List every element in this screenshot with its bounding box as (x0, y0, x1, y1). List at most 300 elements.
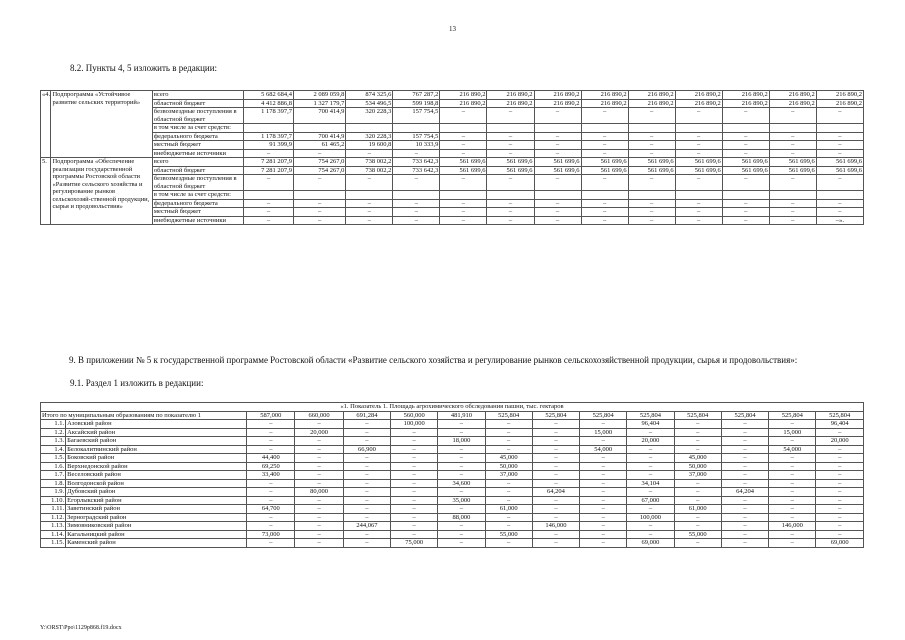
area-value: – (485, 513, 532, 522)
area-value: – (295, 454, 343, 463)
row-number: 1.8. (41, 479, 66, 488)
area-value: – (816, 428, 864, 437)
area-value: 75,000 (391, 539, 438, 548)
area-value: – (674, 428, 721, 437)
amount-cell: – (628, 149, 675, 158)
amount-cell: 4 412 886,8 (243, 99, 293, 108)
program-number: 5. (41, 158, 51, 225)
district-name: Веселовский район (66, 471, 247, 480)
area-value: – (247, 479, 295, 488)
district-row (41, 530, 864, 539)
total-value: 525,804 (769, 411, 816, 420)
amount-cell (534, 191, 581, 200)
funding-source: областной бюджет (152, 99, 243, 108)
amount-cell: 561 699,6 (440, 158, 487, 167)
amount-cell: – (675, 132, 722, 141)
district-name: Каменский район (66, 539, 247, 548)
area-value: – (721, 479, 768, 488)
area-value: – (438, 462, 485, 471)
area-value: – (343, 539, 390, 548)
total-value: 525,804 (674, 411, 721, 420)
area-value: – (721, 428, 768, 437)
area-value: – (391, 471, 438, 480)
amount-cell: – (346, 208, 393, 217)
amount-cell (294, 124, 346, 133)
amount-cell: –». (816, 216, 863, 225)
area-value: – (627, 454, 674, 463)
row-number: 1.9. (41, 488, 66, 497)
area-value: – (295, 462, 343, 471)
file-path-footer: Y:\ORST\Ppo\1129p868.f19.docx (40, 625, 122, 631)
area-value: – (391, 445, 438, 454)
amount-cell: 561 699,6 (722, 166, 769, 175)
area-value: – (532, 505, 579, 514)
total-value: 587,000 (247, 411, 295, 420)
amount-cell: 216 890,2 (816, 99, 863, 108)
amount-cell: – (628, 141, 675, 150)
district-name: Зерноградский район (66, 513, 247, 522)
district-row (41, 539, 864, 548)
area-value: 33,400 (247, 471, 295, 480)
amount-cell: 216 890,2 (487, 99, 534, 108)
area-value: – (769, 471, 816, 480)
district-row (41, 462, 864, 471)
area-value: – (769, 479, 816, 488)
amount-cell: – (440, 108, 487, 124)
total-value: 525,804 (532, 411, 579, 420)
amount-cell: 216 890,2 (440, 91, 487, 100)
area-value: – (721, 445, 768, 454)
area-value: – (295, 513, 343, 522)
amount-cell (628, 191, 675, 200)
area-value: – (438, 539, 485, 548)
amount-cell: – (243, 216, 293, 225)
amount-cell: – (534, 141, 581, 150)
amount-cell: 561 699,6 (675, 158, 722, 167)
paragraph-9-1: 9.1. Раздел 1 изложить в редакции: (70, 378, 204, 388)
financing-row (41, 99, 864, 108)
area-value: – (627, 428, 674, 437)
area-value: – (295, 471, 343, 480)
amount-cell: – (816, 199, 863, 208)
amount-cell: 561 699,6 (534, 158, 581, 167)
area-value: – (769, 420, 816, 429)
area-value: 54,000 (580, 445, 627, 454)
area-value: – (769, 539, 816, 548)
amount-cell: – (487, 216, 534, 225)
row-number: 1.15. (41, 539, 66, 548)
area-value: 73,000 (247, 530, 295, 539)
funding-source: федерального бюджета (152, 199, 243, 208)
amount-cell: – (346, 216, 393, 225)
amount-cell: 216 890,2 (534, 99, 581, 108)
program-name: Подпрограмма «Устойчивое развитие сельских территорий» (51, 91, 152, 158)
area-value: – (769, 530, 816, 539)
area-value: – (343, 488, 390, 497)
area-value: – (627, 522, 674, 531)
area-value: – (721, 522, 768, 531)
area-value: – (721, 513, 768, 522)
amount-cell: 738 002,2 (346, 158, 393, 167)
amount-cell: – (628, 132, 675, 141)
area-value: – (247, 445, 295, 454)
area-value: – (343, 505, 390, 514)
amount-cell: – (581, 208, 628, 217)
amount-cell: – (487, 108, 534, 124)
area-value: 146,000 (769, 522, 816, 531)
area-value: 64,204 (721, 488, 768, 497)
area-value: – (580, 539, 627, 548)
amount-cell: – (393, 175, 440, 191)
amount-cell: – (294, 208, 346, 217)
total-value: 525,804 (721, 411, 768, 420)
area-value: – (816, 479, 864, 488)
area-value: 69,000 (816, 539, 864, 548)
amount-cell: 2 089 059,8 (294, 91, 346, 100)
amount-cell: 216 890,2 (628, 99, 675, 108)
amount-cell: – (628, 199, 675, 208)
area-value: – (816, 445, 864, 454)
amount-cell: 7 281 207,9 (243, 158, 293, 167)
total-row (41, 411, 864, 420)
amount-cell (440, 124, 487, 133)
amount-cell (487, 124, 534, 133)
district-name: Кагальницкий район (66, 530, 247, 539)
amount-cell: – (722, 208, 769, 217)
area-value: – (247, 539, 295, 548)
area-value: – (816, 454, 864, 463)
area-value: – (721, 471, 768, 480)
amount-cell: – (769, 199, 816, 208)
amount-cell: – (440, 208, 487, 217)
amount-cell: – (769, 132, 816, 141)
area-value: – (391, 530, 438, 539)
area-value: 69,000 (627, 539, 674, 548)
area-value: – (343, 437, 390, 446)
amount-cell: – (534, 216, 581, 225)
indicator-title: «1. Показатель 1. Площадь агрохимического обследования пашни, тыс. гектаров (41, 403, 864, 412)
area-value: – (627, 488, 674, 497)
amount-cell: – (722, 132, 769, 141)
district-row (41, 445, 864, 454)
amount-cell: – (769, 216, 816, 225)
program-name: Подпрограмма «Обеспечение реализации государственной программы Ростовской области «Развитие сельского хозяйства и регулирование рынков сельскохозяй-ственной продукции, сырья и продовольствия» (51, 158, 152, 225)
area-value: 34,600 (438, 479, 485, 488)
area-value: – (438, 428, 485, 437)
amount-cell: – (628, 108, 675, 124)
area-value: – (674, 479, 721, 488)
total-value: 525,804 (627, 411, 674, 420)
area-value: – (391, 454, 438, 463)
area-value: – (295, 522, 343, 531)
row-number: 1.5. (41, 454, 66, 463)
area-value: 64,204 (532, 488, 579, 497)
amount-cell: – (346, 199, 393, 208)
area-value: – (580, 530, 627, 539)
area-value: – (627, 462, 674, 471)
row-number: 1.1. (41, 420, 66, 429)
area-value: – (438, 522, 485, 531)
amount-cell: 91 399,9 (243, 141, 293, 150)
area-value: 20,000 (627, 437, 674, 446)
amount-cell (581, 191, 628, 200)
amount-cell: 561 699,6 (440, 166, 487, 175)
financing-row (41, 91, 864, 100)
amount-cell: 561 699,6 (628, 166, 675, 175)
amount-cell (722, 191, 769, 200)
area-value: 55,000 (674, 530, 721, 539)
amount-cell: 216 890,2 (440, 99, 487, 108)
district-name: Багаевский район (66, 437, 247, 446)
amount-cell: – (722, 141, 769, 150)
area-value: 15,000 (580, 428, 627, 437)
indicator-header-row (41, 403, 864, 412)
amount-cell: – (628, 216, 675, 225)
amount-cell: – (722, 149, 769, 158)
amount-cell (628, 124, 675, 133)
area-value: – (580, 437, 627, 446)
area-value: – (343, 530, 390, 539)
row-number: 1.12. (41, 513, 66, 522)
amount-cell: – (581, 132, 628, 141)
amount-cell: 534 496,5 (346, 99, 393, 108)
area-value: – (391, 437, 438, 446)
amount-cell: – (393, 216, 440, 225)
amount-cell: – (581, 175, 628, 191)
financing-row (41, 208, 864, 217)
district-row (41, 437, 864, 446)
area-value: 37,000 (674, 471, 721, 480)
area-value: – (721, 420, 768, 429)
area-value: – (816, 488, 864, 497)
district-row (41, 513, 864, 522)
amount-cell: – (769, 208, 816, 217)
amount-cell: – (769, 141, 816, 150)
area-value: – (343, 496, 390, 505)
area-value: – (343, 420, 390, 429)
row-number: 1.6. (41, 462, 66, 471)
area-value: 100,000 (627, 513, 674, 522)
funding-source: всего (152, 91, 243, 100)
area-value: – (247, 522, 295, 531)
area-value: – (343, 513, 390, 522)
row-number: 1.13. (41, 522, 66, 531)
district-name: Белокалитвинский район (66, 445, 247, 454)
amount-cell: – (294, 199, 346, 208)
district-name: Егорлыкский район (66, 496, 247, 505)
area-value: – (580, 505, 627, 514)
area-value: – (769, 496, 816, 505)
amount-cell: – (243, 199, 293, 208)
area-value: 54,000 (769, 445, 816, 454)
indicator-table (40, 402, 864, 548)
amount-cell: – (816, 141, 863, 150)
area-value: – (769, 462, 816, 471)
area-value: – (721, 496, 768, 505)
amount-cell: – (769, 175, 816, 191)
area-value: – (438, 488, 485, 497)
area-value: – (247, 488, 295, 497)
amount-cell (675, 124, 722, 133)
area-value: – (295, 539, 343, 548)
area-value: – (295, 505, 343, 514)
amount-cell: 561 699,6 (722, 158, 769, 167)
area-value: 96,404 (816, 420, 864, 429)
district-row (41, 522, 864, 531)
area-value: – (532, 428, 579, 437)
amount-cell (346, 124, 393, 133)
area-value: – (769, 513, 816, 522)
area-value: – (580, 496, 627, 505)
area-value: – (532, 445, 579, 454)
area-value: – (580, 522, 627, 531)
area-value: – (532, 496, 579, 505)
district-name: Дубовский район (66, 488, 247, 497)
amount-cell: 216 890,2 (722, 99, 769, 108)
amount-cell: – (581, 108, 628, 124)
area-value: – (438, 471, 485, 480)
amount-cell: 216 890,2 (816, 91, 863, 100)
amount-cell (440, 191, 487, 200)
area-value: 100,000 (391, 420, 438, 429)
area-value: 67,000 (627, 496, 674, 505)
amount-cell: – (393, 208, 440, 217)
amount-cell: 61 465,2 (294, 141, 346, 150)
area-value: – (343, 428, 390, 437)
area-value: – (295, 479, 343, 488)
area-value: – (438, 454, 485, 463)
amount-cell: 216 890,2 (581, 99, 628, 108)
amount-cell: – (487, 132, 534, 141)
amount-cell (393, 191, 440, 200)
amount-cell (769, 191, 816, 200)
area-value: – (343, 454, 390, 463)
area-value: – (295, 420, 343, 429)
total-value: 525,804 (580, 411, 627, 420)
area-value: 50,000 (674, 462, 721, 471)
area-value: – (438, 530, 485, 539)
area-value: – (532, 471, 579, 480)
amount-cell: 561 699,6 (534, 166, 581, 175)
area-value: – (674, 420, 721, 429)
amount-cell: – (722, 216, 769, 225)
funding-source: федерального бюджета (152, 132, 243, 141)
area-value: – (627, 445, 674, 454)
area-value: – (580, 513, 627, 522)
area-value: 18,000 (438, 437, 485, 446)
amount-cell: – (581, 149, 628, 158)
amount-cell: – (816, 175, 863, 191)
amount-cell: – (487, 199, 534, 208)
area-value: – (769, 454, 816, 463)
area-value: 15,000 (769, 428, 816, 437)
amount-cell: 754 267,0 (294, 166, 346, 175)
amount-cell: 561 699,6 (816, 166, 863, 175)
area-value: – (247, 437, 295, 446)
area-value: – (674, 437, 721, 446)
area-value: – (485, 437, 532, 446)
row-number: 1.3. (41, 437, 66, 446)
amount-cell (675, 191, 722, 200)
district-name: Боковский район (66, 454, 247, 463)
district-row (41, 496, 864, 505)
area-value: – (532, 479, 579, 488)
district-name: Зимовниковский район (66, 522, 247, 531)
district-name: Верхнедонской район (66, 462, 247, 471)
amount-cell: 7 281 207,9 (243, 166, 293, 175)
amount-cell: 216 890,2 (628, 91, 675, 100)
area-value: 146,000 (532, 522, 579, 531)
amount-cell: 561 699,6 (628, 158, 675, 167)
amount-cell: – (243, 149, 293, 158)
amount-cell (243, 191, 293, 200)
amount-cell: – (581, 199, 628, 208)
area-value: – (580, 471, 627, 480)
amount-cell: – (534, 208, 581, 217)
amount-cell: 1 178 397,7 (243, 108, 293, 124)
amount-cell: – (393, 199, 440, 208)
amount-cell: – (628, 208, 675, 217)
area-value: 69,250 (247, 462, 295, 471)
area-value: 88,000 (438, 513, 485, 522)
amount-cell (346, 191, 393, 200)
area-value: – (485, 420, 532, 429)
amount-cell: – (346, 175, 393, 191)
amount-cell: – (243, 175, 293, 191)
amount-cell: 561 699,6 (487, 166, 534, 175)
paragraph-8-2: 8.2. Пункты 4, 5 изложить в редакции: (70, 63, 218, 73)
area-value: – (816, 522, 864, 531)
area-value: – (721, 530, 768, 539)
amount-cell: – (675, 108, 722, 124)
paragraph-9: 9. В приложении № 5 к государственной программе Ростовской области «Развитие сельского хозяйства и регулирование рынков сельскохозяйственной продукции, сырья и продовольствия»: (69, 355, 798, 365)
area-value: – (295, 496, 343, 505)
amount-cell (243, 124, 293, 133)
area-value: 80,000 (295, 488, 343, 497)
financing-row (41, 191, 864, 200)
area-value: 20,000 (816, 437, 864, 446)
amount-cell: – (294, 216, 346, 225)
amount-cell: 733 642,3 (393, 158, 440, 167)
amount-cell: – (722, 175, 769, 191)
amount-cell: 19 600,8 (346, 141, 393, 150)
area-value: – (627, 471, 674, 480)
financing-row (41, 124, 864, 133)
financing-row (41, 132, 864, 141)
area-value: – (674, 488, 721, 497)
amount-cell: 216 890,2 (534, 91, 581, 100)
funding-source: безвозмездные поступления в областной бюджет (152, 108, 243, 124)
amount-cell: – (816, 149, 863, 158)
amount-cell: 157 754,5 (393, 132, 440, 141)
area-value: 64,700 (247, 505, 295, 514)
area-value: – (532, 462, 579, 471)
amount-cell: 700 414,9 (294, 108, 346, 124)
amount-cell: – (534, 108, 581, 124)
amount-cell: – (675, 175, 722, 191)
row-number: 1.11. (41, 505, 66, 514)
district-name: Заветинский район (66, 505, 247, 514)
area-value: – (247, 513, 295, 522)
district-row (41, 488, 864, 497)
row-number: 1.14. (41, 530, 66, 539)
area-value: 45,000 (674, 454, 721, 463)
amount-cell: – (487, 208, 534, 217)
area-value: – (532, 530, 579, 539)
area-value: – (721, 539, 768, 548)
area-value: – (343, 471, 390, 480)
row-number: 1.4. (41, 445, 66, 454)
